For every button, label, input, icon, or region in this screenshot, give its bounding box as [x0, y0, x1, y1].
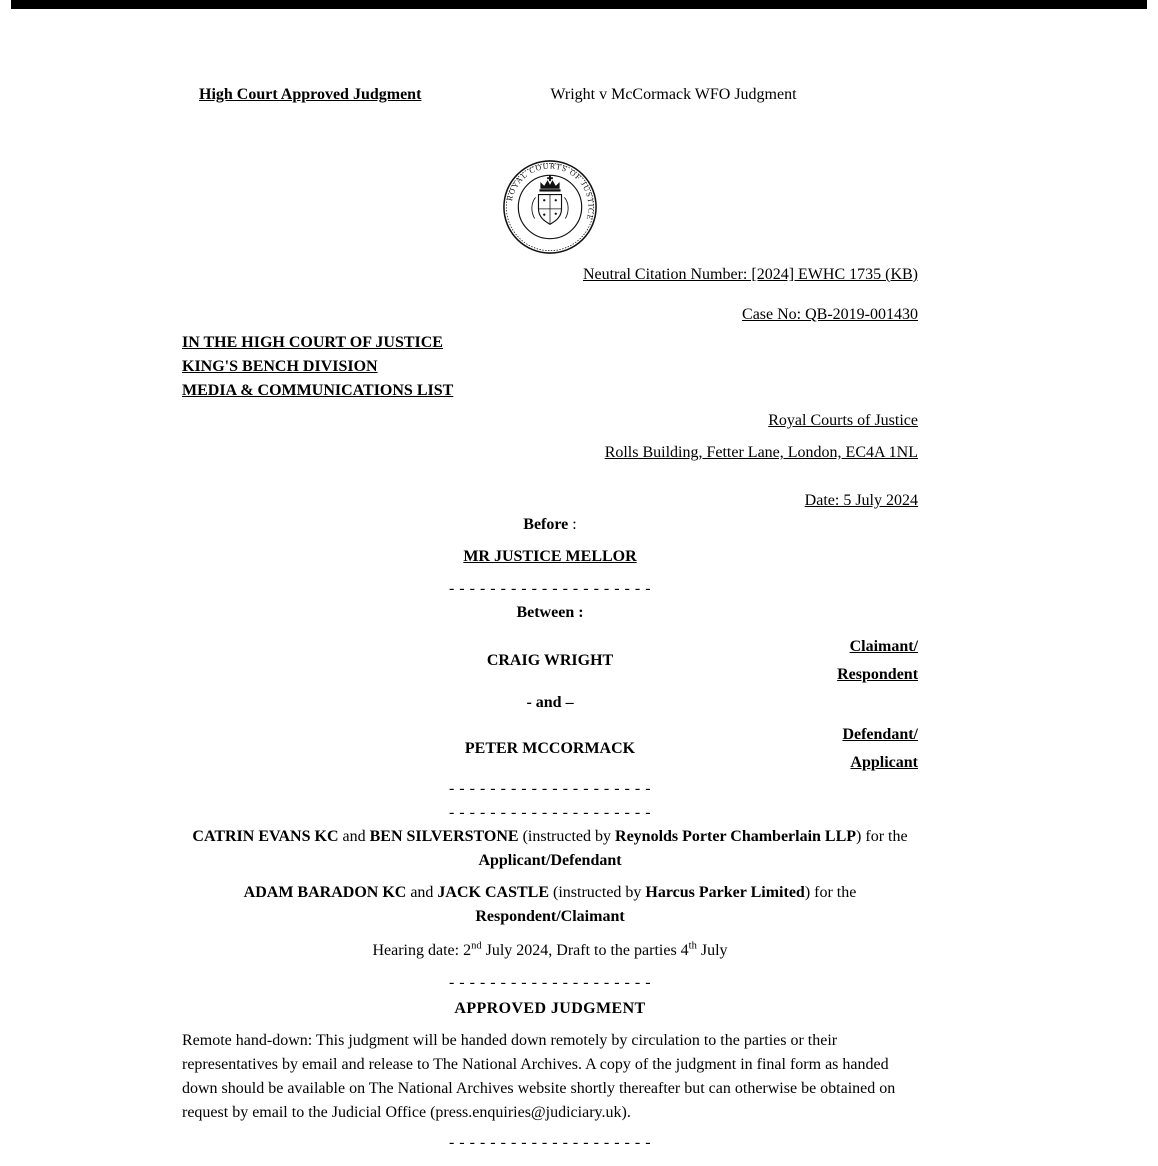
top-border-bar [11, 0, 1147, 9]
court-line-1: IN THE HIGH COURT OF JUSTICE [182, 334, 443, 351]
hearing-prefix: Hearing date: 2 [372, 942, 472, 959]
court-line-3: MEDIA & COMMUNICATIONS LIST [182, 382, 454, 399]
court-line-2: KING'S BENCH DIVISION [182, 358, 378, 375]
hearing-suffix: July [696, 942, 728, 959]
claimant-name: CRAIG WRIGHT [486, 652, 614, 669]
between-label: Between : [516, 604, 584, 621]
defendant-role-2: Applicant [850, 754, 918, 771]
crest-ring-text: ROYAL COURTS OF JUSTICE [505, 161, 596, 222]
case-number: Case No: QB-2019-001430 [742, 306, 918, 323]
respondent-party-label: Respondent/Claimant [475, 908, 625, 925]
separator-dashes: - - - - - - - - - - - - - - - - - - - - [448, 780, 652, 797]
defendant-role-1: Defendant/ [842, 726, 918, 743]
venue-line-2: Rolls Building, Fetter Lane, London, EC4A 1NL [604, 444, 918, 461]
defendant-row [182, 721, 918, 777]
respondent-counsel-line [182, 881, 918, 905]
applicant-counsel-line [182, 825, 918, 849]
and-separator: - and – [526, 694, 574, 711]
royal-courts-of-justice-crest-icon [502, 159, 598, 255]
crest-container [182, 159, 918, 255]
judgment-document [182, 83, 918, 1155]
counsel-and: and [338, 828, 370, 845]
counsel-firm: Harcus Parker Limited [645, 884, 805, 901]
before-word: Before [523, 516, 569, 533]
judgment-date: Date: 5 July 2024 [804, 492, 918, 509]
counsel-and: and [406, 884, 438, 901]
hearing-middle: July 2024, Draft to the parties 4 [481, 942, 689, 959]
counsel-instructed-by: (instructed by [518, 828, 616, 845]
neutral-citation: Neutral Citation Number: [2024] EWHC 1735 (KB) [582, 266, 918, 283]
approved-judgment-heading: APPROVED JUDGMENT [454, 1000, 646, 1017]
counsel-name: ADAM BARADON KC [243, 884, 407, 901]
counsel-name: JACK CASTLE [437, 884, 549, 901]
ordinal-suffix: nd [471, 940, 482, 952]
counsel-firm: Reynolds Porter Chamberlain LLP [615, 828, 857, 845]
header-case-title: Wright v McCormack WFO Judgment [550, 86, 797, 103]
before-colon: : [568, 516, 577, 533]
claimant-role-2: Respondent [837, 666, 919, 683]
defendant-role-labels [635, 721, 918, 777]
claimant-row [182, 633, 918, 689]
counsel-name: CATRIN EVANS KC [192, 828, 339, 845]
separator-dashes: - - - - - - - - - - - - - - - - - - - - [448, 580, 652, 597]
hearing-date-line [182, 939, 918, 963]
defendant-name: PETER MCCORMACK [464, 740, 636, 757]
page-header [182, 83, 918, 107]
header-approved-judgment-label: High Court Approved Judgment [199, 86, 422, 103]
separator-dashes: - - - - - - - - - - - - - - - - - - - - [448, 804, 652, 821]
respondent-counsel-block [182, 881, 918, 929]
claimant-role-labels [613, 633, 918, 689]
judge-name: MR JUSTICE MELLOR [463, 548, 637, 565]
separator-dashes: - - - - - - - - - - - - - - - - - - - - [448, 974, 652, 991]
ordinal-suffix: th [688, 940, 697, 952]
court-heading-block [182, 331, 918, 403]
before-label [182, 513, 918, 537]
applicant-party-label: Applicant/Defendant [478, 852, 622, 869]
counsel-for-the: ) for the [804, 884, 857, 901]
separator-dashes: - - - - - - - - - - - - - - - - - - - - [448, 1134, 652, 1151]
counsel-for-the: ) for the [856, 828, 908, 845]
remote-hand-down-paragraph: Remote hand-down: This judgment will be handed down remotely by circulation to the parties or their representatives by email and release to The National Archives. A copy of the judgment in final form as handed down should be available on The National Archives website shortly thereafter but can otherwise be obtained on request by email to the Judicial Office (press.enquiries@judiciary.uk). [182, 1032, 896, 1121]
counsel-name: BEN SILVERSTONE [369, 828, 519, 845]
claimant-role-1: Claimant/ [849, 638, 919, 655]
venue-line-1: Royal Courts of Justice [768, 412, 918, 429]
counsel-instructed-by: (instructed by [549, 884, 646, 901]
applicant-counsel-block [182, 825, 918, 873]
